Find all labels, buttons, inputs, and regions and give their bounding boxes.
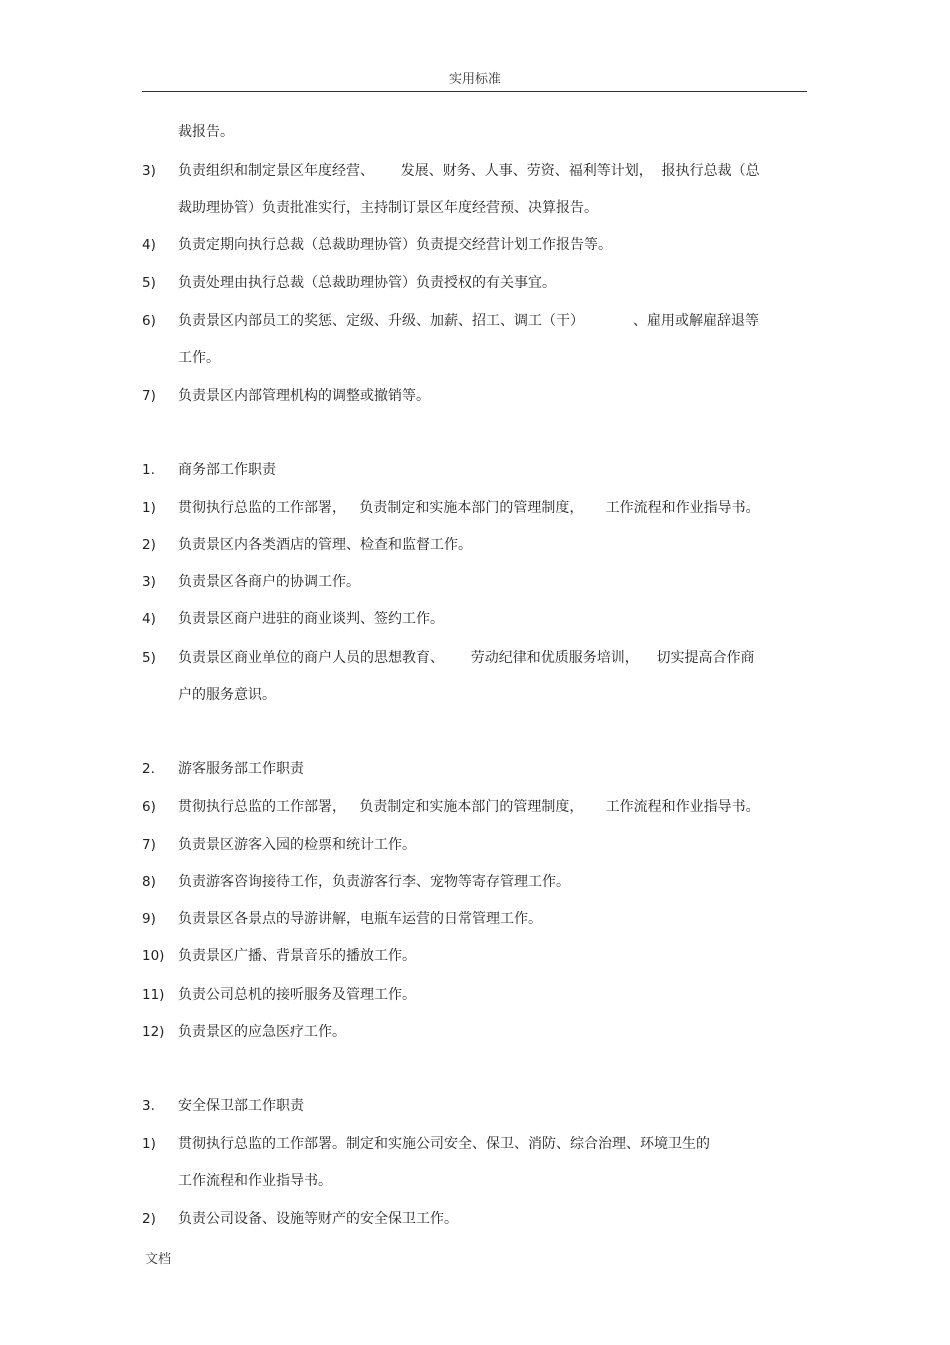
section-heading: 游客服务部工作职责: [178, 761, 304, 777]
list-item-text: 工作流程和作业指导书。: [178, 1173, 332, 1189]
list-item-text: 负责景区内部员工的奖惩、定级、升级、加薪、招工、调工（干） 、雇用或解雇辞退等: [178, 313, 759, 329]
list-item-text: 负责景区各商户的协调工作。: [178, 574, 360, 590]
list-item-number: 11): [142, 987, 165, 1003]
list-item-number: 9): [142, 911, 156, 927]
list-item-number: 4): [142, 611, 156, 627]
list-item-number: 8): [142, 874, 156, 890]
list-item-text: 负责景区游客入园的检票和统计工作。: [178, 837, 416, 853]
list-item-text: 负责景区广播、背景音乐的播放工作。: [178, 948, 416, 964]
list-item-number: 12): [142, 1024, 165, 1040]
list-item-text: 负责组织和制定景区年度经营、 发展、财务、人事、劳资、福利等计划， 报执行总裁（总: [178, 163, 760, 179]
list-item-text: 负责处理由执行总裁（总裁助理协管）负责授权的有关事宜。: [178, 275, 556, 291]
list-item-text: 户的服务意识。: [178, 687, 276, 703]
page-header-title: 实用标准: [448, 72, 501, 87]
list-item-text: 负责公司总机的接听服务及管理工作。: [178, 987, 416, 1003]
list-item-number: 3): [142, 574, 156, 590]
list-item-text: 负责景区的应急医疗工作。: [178, 1024, 346, 1040]
list-item-number: 6): [142, 313, 156, 329]
list-item-text: 负责景区各景点的导游讲解，电瓶车运营的日常管理工作。: [178, 911, 542, 927]
list-item-number: 3.: [142, 1098, 155, 1114]
list-item-number: 2): [142, 537, 156, 553]
list-item-text: 负责公司设备、设施等财产的安全保卫工作。: [178, 1211, 458, 1227]
list-item-text: 负责景区内部管理机构的调整或撤销等。: [178, 388, 430, 404]
list-item-number: 7): [142, 837, 156, 853]
list-item-number: 3): [142, 163, 156, 179]
list-item-number: 1.: [142, 462, 155, 478]
list-item-text: 负责景区商户进驻的商业谈判、签约工作。: [178, 611, 444, 627]
page-footer: 文档: [145, 1252, 172, 1267]
list-item-text: 负责游客咨询接待工作，负责游客行李、宠物等寄存管理工作。: [178, 874, 570, 890]
list-item-text: 负责定期向执行总裁（总裁助理协管）负责提交经营计划工作报告等。: [178, 237, 612, 253]
list-item-number: 1): [142, 500, 156, 516]
list-item-number: 4): [142, 237, 156, 253]
list-item-text: 贯彻执行总监的工作部署， 负责制定和实施本部门的管理制度， 工作流程和作业指导书。: [178, 500, 760, 516]
list-item-text: 工作。: [178, 350, 220, 366]
section-heading: 商务部工作职责: [178, 462, 276, 478]
list-item-number: 5): [142, 275, 156, 291]
list-item-text: 负责景区商业单位的商户人员的思想教育、 劳动纪律和优质服务培训， 切实提高合作商: [178, 650, 755, 666]
list-item-number: 1): [142, 1136, 156, 1152]
list-item-text: 负责景区内各类酒店的管理、检查和监督工作。: [178, 537, 472, 553]
list-item-number: 10): [142, 948, 165, 964]
list-item-text: 裁报告。: [178, 124, 234, 140]
list-item-text: 裁助理协管）负责批准实行，主持制订景区年度经营预、决算报告。: [178, 200, 598, 216]
list-item-text: 贯彻执行总监的工作部署。制定和实施公司安全、保卫、消防、综合治理、环境卫生的: [178, 1136, 710, 1152]
list-item-number: 7): [142, 388, 156, 404]
header-rule: [142, 91, 807, 92]
list-item-text: 贯彻执行总监的工作部署， 负责制定和实施本部门的管理制度， 工作流程和作业指导书。: [178, 799, 760, 815]
list-item-number: 2): [142, 1211, 156, 1227]
section-heading: 安全保卫部工作职责: [178, 1098, 304, 1114]
list-item-number: 2.: [142, 761, 155, 777]
list-item-number: 5): [142, 650, 156, 666]
list-item-number: 6): [142, 799, 156, 815]
